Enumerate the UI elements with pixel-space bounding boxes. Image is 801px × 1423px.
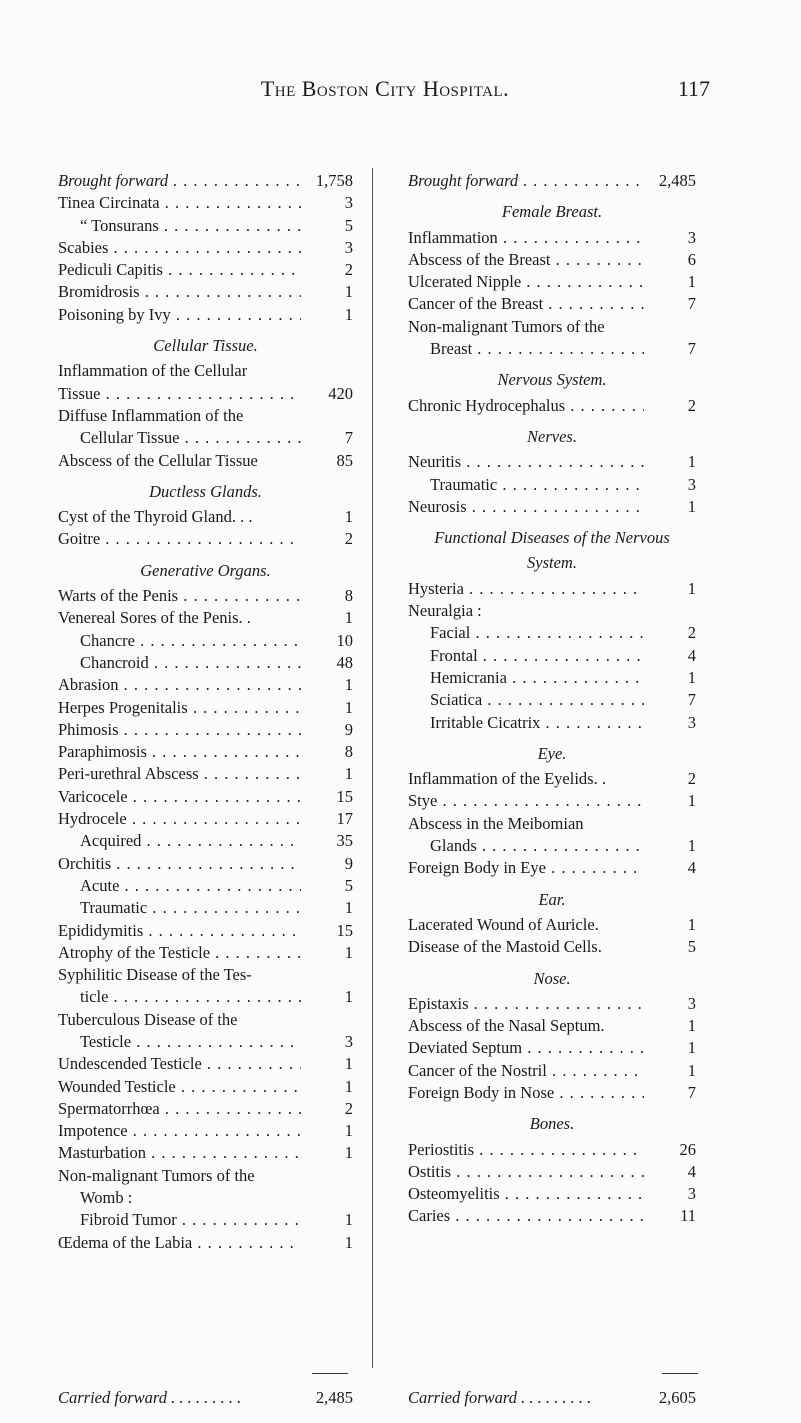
row-label: Womb :	[80, 1188, 133, 1208]
table-row	[58, 215, 353, 237]
row-count: 1	[341, 1053, 353, 1075]
row-label: Chronic Hydrocephalus . . .	[408, 395, 644, 417]
right-carried-forward	[408, 1387, 696, 1409]
section-heading: Nervous System.	[497, 370, 607, 390]
row-label: Chancroid . . .	[80, 652, 301, 674]
table-row	[408, 712, 696, 734]
table-row	[408, 578, 696, 600]
table-row	[408, 689, 696, 711]
row-count: 3	[684, 227, 696, 249]
row-count: 1	[341, 607, 353, 629]
table-row	[58, 786, 353, 808]
table-row	[408, 622, 696, 644]
row-count: 5	[341, 215, 353, 237]
row-label: Varicocele . . .	[58, 786, 301, 808]
table-row	[58, 1120, 353, 1142]
table-row	[58, 1187, 353, 1209]
row-label: Phimosis . . .	[58, 719, 301, 741]
table-row	[58, 1098, 353, 1120]
table-row	[58, 281, 353, 303]
brought-forward-row	[58, 170, 353, 192]
table-row	[408, 645, 696, 667]
table-row	[408, 600, 696, 622]
brought-forward-row	[408, 170, 696, 192]
table-row	[58, 964, 353, 986]
table-row	[408, 1161, 696, 1183]
table-row	[58, 741, 353, 763]
row-count: 3	[341, 1031, 353, 1053]
section-heading: Eye.	[537, 743, 567, 763]
row-count: 1	[684, 578, 696, 600]
row-label: Cancer of the Nostril . . .	[408, 1060, 644, 1082]
row-label: Venereal Sores of the Penis. .	[58, 608, 251, 628]
table-row	[408, 1060, 696, 1082]
table-row	[58, 528, 353, 550]
table-row	[408, 667, 696, 689]
row-count: 1	[684, 271, 696, 293]
table-row	[408, 1183, 696, 1205]
row-count: 9	[341, 853, 353, 875]
row-count: 17	[333, 808, 354, 830]
carried-forward-label: Carried forward . . .	[408, 1388, 591, 1407]
row-label: Traumatic . . .	[80, 897, 301, 919]
row-label: Cyst of the Thyroid Gland. . .	[58, 507, 253, 527]
row-label: Facial . . .	[430, 622, 644, 644]
row-label: Abscess of the Cellular Tissue	[58, 450, 258, 470]
row-label: Traumatic . . .	[430, 474, 644, 496]
table-row	[58, 630, 353, 652]
row-count: 7	[684, 689, 696, 711]
row-label: Acquired . . .	[80, 830, 301, 852]
row-label: Epistaxis . . .	[408, 993, 644, 1015]
row-count: 1	[341, 506, 353, 528]
carried-forward-value: 2,485	[315, 1388, 353, 1407]
row-label: Hydrocele . . .	[58, 808, 301, 830]
left-sum-rule	[312, 1373, 348, 1374]
row-count: 3	[684, 474, 696, 496]
row-count: 2	[684, 768, 696, 790]
row-count: 1	[341, 1142, 353, 1164]
row-label: Ostitis . . .	[408, 1161, 644, 1183]
row-count: 1	[684, 1060, 696, 1082]
row-label: Œdema of the Labia . . .	[58, 1232, 301, 1254]
table-row	[58, 875, 353, 897]
row-label: Spermatorrhœa . . .	[58, 1098, 301, 1120]
row-label: Non-malignant Tumors of the	[58, 1165, 255, 1185]
table-row	[58, 808, 353, 830]
row-count: 1	[684, 835, 696, 857]
row-count: 2	[341, 528, 353, 550]
row-label: Breast . . .	[430, 338, 644, 360]
row-count: 1	[341, 1232, 353, 1254]
row-label: Tuberculous Disease of the	[58, 1009, 238, 1029]
table-row	[58, 506, 353, 528]
row-label: Masturbation . . .	[58, 1142, 301, 1164]
row-count: 9	[341, 719, 353, 741]
row-count: 1	[341, 1209, 353, 1231]
page-title: The Boston City Hospital.	[260, 76, 510, 101]
table-row	[58, 304, 353, 326]
section-heading: Nerves.	[527, 426, 577, 446]
table-row	[58, 652, 353, 674]
table-row	[408, 316, 696, 338]
row-label: Bromidrosis . . .	[58, 281, 301, 303]
table-row	[408, 1015, 696, 1037]
row-count: 7	[684, 1082, 696, 1104]
table-row	[408, 227, 696, 249]
row-count: 3	[684, 993, 696, 1015]
row-label: Paraphimosis . . .	[58, 741, 301, 763]
row-label: Periostitis . . .	[408, 1139, 644, 1161]
row-count: 1	[341, 763, 353, 785]
row-label: Lacerated Wound of Auricle.	[408, 914, 599, 934]
row-count: 6	[684, 249, 696, 271]
table-row	[408, 496, 696, 518]
row-label: Inflammation . . .	[408, 227, 644, 249]
table-row	[58, 405, 353, 427]
row-label: Chancre . . .	[80, 630, 301, 652]
row-count: 1	[341, 942, 353, 964]
row-count: 1	[684, 1015, 696, 1037]
table-row	[58, 853, 353, 875]
table-row	[58, 897, 353, 919]
table-row	[408, 835, 696, 857]
row-count: 2	[684, 622, 696, 644]
row-count: 15	[333, 786, 354, 808]
row-count: 8	[341, 585, 353, 607]
left-carried-forward	[58, 1387, 353, 1409]
row-count: 3	[341, 192, 353, 214]
row-label: Pediculi Capitis . . .	[58, 259, 301, 281]
table-row	[58, 585, 353, 607]
row-label: Orchitis . . .	[58, 853, 301, 875]
row-label: Caries . . .	[408, 1205, 644, 1227]
row-label: Herpes Progenitalis . . .	[58, 697, 301, 719]
carried-forward-value: 2,605	[658, 1388, 696, 1407]
table-row	[408, 293, 696, 315]
table-row	[58, 1031, 353, 1053]
table-row	[58, 383, 353, 405]
table-row	[408, 474, 696, 496]
table-row	[408, 1037, 696, 1059]
table-row	[58, 427, 353, 449]
table-row	[58, 920, 353, 942]
table-row	[408, 857, 696, 879]
row-label: Peri-urethral Abscess . . .	[58, 763, 301, 785]
row-count: 1	[341, 281, 353, 303]
row-label: Undescended Testicle . . .	[58, 1053, 301, 1075]
column-divider	[372, 168, 373, 1368]
brought-forward-label: Brought forward . . .	[408, 170, 644, 192]
table-row	[408, 338, 696, 360]
table-row	[58, 259, 353, 281]
row-count: 1	[341, 697, 353, 719]
table-row	[58, 360, 353, 382]
row-label: Inflammation of the Eyelids. .	[408, 769, 606, 789]
table-row	[58, 607, 353, 629]
section-heading: Ear.	[538, 889, 566, 909]
row-count: 10	[333, 630, 354, 652]
row-label: Wounded Testicle . . .	[58, 1076, 301, 1098]
row-label: Neuritis . . .	[408, 451, 644, 473]
row-label: Deviated Septum . . .	[408, 1037, 644, 1059]
right-column	[408, 170, 696, 1228]
row-label: Impotence . . .	[58, 1120, 301, 1142]
row-label: Inflammation of the Cellular	[58, 361, 248, 381]
row-count: 1	[684, 451, 696, 473]
row-label: Disease of the Mastoid Cells.	[408, 937, 602, 957]
table-row	[408, 395, 696, 417]
row-label: Abrasion . . .	[58, 674, 301, 696]
row-count: 11	[676, 1205, 696, 1227]
table-row	[408, 1082, 696, 1104]
page-header	[120, 76, 710, 106]
row-count: 35	[333, 830, 354, 852]
row-label: Osteomyelitis . . .	[408, 1183, 644, 1205]
row-label: Scabies . . .	[58, 237, 301, 259]
table-row	[408, 451, 696, 473]
row-count: 15	[333, 920, 354, 942]
row-count: 26	[676, 1139, 697, 1161]
row-label: Diffuse Inflammation of the	[58, 405, 244, 425]
brought-forward-value: 2,485	[655, 170, 696, 192]
row-label: Acute . . .	[80, 875, 301, 897]
row-label: Sciatica . . .	[430, 689, 644, 711]
row-label: ticle . . .	[80, 986, 301, 1008]
row-label: Tissue . . .	[58, 383, 301, 405]
section-heading: Bones.	[529, 1114, 575, 1134]
table-row	[408, 936, 696, 958]
table-row	[58, 237, 353, 259]
table-row	[58, 450, 353, 472]
row-label: Glands . . .	[430, 835, 644, 857]
row-count: 1	[341, 1120, 353, 1142]
row-label: Goitre . . .	[58, 528, 301, 550]
row-label: Poisoning by Ivy . . .	[58, 304, 301, 326]
row-count: 4	[684, 1161, 696, 1183]
row-count: 1	[341, 304, 353, 326]
row-count: 7	[684, 293, 696, 315]
row-label: Atrophy of the Testicle . . .	[58, 942, 301, 964]
row-count: 1	[341, 897, 353, 919]
page-number: 117	[677, 76, 710, 101]
row-label: Abscess of the Nasal Septum.	[408, 1016, 605, 1036]
row-count: 8	[341, 741, 353, 763]
table-row	[408, 1205, 696, 1227]
table-row	[58, 1142, 353, 1164]
row-count: 1	[684, 790, 696, 812]
row-count: 3	[684, 1183, 696, 1205]
row-label: “ Tonsurans . . .	[80, 215, 301, 237]
row-count: 1	[341, 986, 353, 1008]
row-label: Stye . . .	[408, 790, 644, 812]
row-label: Tinea Circinata . . .	[58, 192, 301, 214]
row-count: 2	[684, 395, 696, 417]
table-row	[58, 1165, 353, 1187]
row-label: Hysteria . . .	[408, 578, 644, 600]
section-heading-continued: System.	[527, 553, 577, 573]
section-heading: Functional Diseases of the Nervous	[434, 528, 670, 548]
row-count: 420	[324, 383, 353, 405]
section-heading: Female Breast.	[501, 202, 603, 222]
table-row	[408, 1139, 696, 1161]
section-heading: Cellular Tissue.	[153, 336, 258, 356]
table-row	[408, 271, 696, 293]
row-label: Epididymitis . . .	[58, 920, 301, 942]
table-row	[58, 942, 353, 964]
table-row	[58, 1232, 353, 1254]
table-row	[408, 249, 696, 271]
row-count: 4	[684, 645, 696, 667]
row-count: 1	[341, 1076, 353, 1098]
row-count: 5	[684, 936, 696, 958]
row-count: 2	[341, 1098, 353, 1120]
row-label: Abscess of the Breast . . .	[408, 249, 644, 271]
row-label: Foreign Body in Nose . . .	[408, 1082, 644, 1104]
row-label: Neuralgia :	[408, 601, 482, 621]
row-label: Cellular Tissue . . .	[80, 427, 301, 449]
row-count: 1	[684, 914, 696, 936]
right-sum-rule	[662, 1373, 698, 1374]
section-heading: Generative Organs.	[140, 560, 271, 580]
section-heading: Ductless Glands.	[149, 481, 262, 501]
row-count: 3	[341, 237, 353, 259]
table-row	[58, 1053, 353, 1075]
row-label: Syphilitic Disease of the Tes-	[58, 965, 252, 985]
table-row	[58, 192, 353, 214]
row-count: 1	[684, 496, 696, 518]
brought-forward-label: Brought forward . . .	[58, 170, 301, 192]
row-count: 85	[333, 450, 354, 472]
row-count: 2	[341, 259, 353, 281]
left-column	[58, 170, 353, 1254]
table-row	[408, 993, 696, 1015]
table-row	[58, 1209, 353, 1231]
table-row	[58, 697, 353, 719]
table-row	[58, 986, 353, 1008]
row-count: 1	[684, 1037, 696, 1059]
table-row	[58, 719, 353, 741]
row-count: 7	[341, 427, 353, 449]
row-label: Ulcerated Nipple . . .	[408, 271, 644, 293]
row-count: 48	[333, 652, 354, 674]
table-row	[408, 768, 696, 790]
row-label: Abscess in the Meibomian	[408, 813, 584, 833]
row-label: Testicle . . .	[80, 1031, 301, 1053]
row-count: 5	[341, 875, 353, 897]
row-count: 1	[341, 674, 353, 696]
row-label: Irritable Cicatrix . . .	[430, 712, 644, 734]
row-label: Cancer of the Breast . . .	[408, 293, 644, 315]
table-row	[408, 813, 696, 835]
row-label: Non-malignant Tumors of the	[408, 316, 605, 336]
row-count: 3	[684, 712, 696, 734]
table-row	[58, 1009, 353, 1031]
row-label: Foreign Body in Eye . . .	[408, 857, 644, 879]
section-heading: Nose.	[533, 968, 571, 988]
carried-forward-label: Carried forward . . .	[58, 1388, 241, 1407]
table-row	[58, 1076, 353, 1098]
table-row	[58, 674, 353, 696]
row-label: Hemicrania . . .	[430, 667, 644, 689]
table-row	[408, 914, 696, 936]
row-label: Warts of the Penis . . .	[58, 585, 301, 607]
row-label: Frontal . . .	[430, 645, 644, 667]
brought-forward-value: 1,758	[312, 170, 353, 192]
row-count: 7	[684, 338, 696, 360]
row-count: 4	[684, 857, 696, 879]
row-count: 1	[684, 667, 696, 689]
row-label: Fibroid Tumor . . .	[80, 1209, 301, 1231]
row-label: Neurosis . . .	[408, 496, 644, 518]
table-row	[58, 763, 353, 785]
table-row	[408, 790, 696, 812]
table-row	[58, 830, 353, 852]
